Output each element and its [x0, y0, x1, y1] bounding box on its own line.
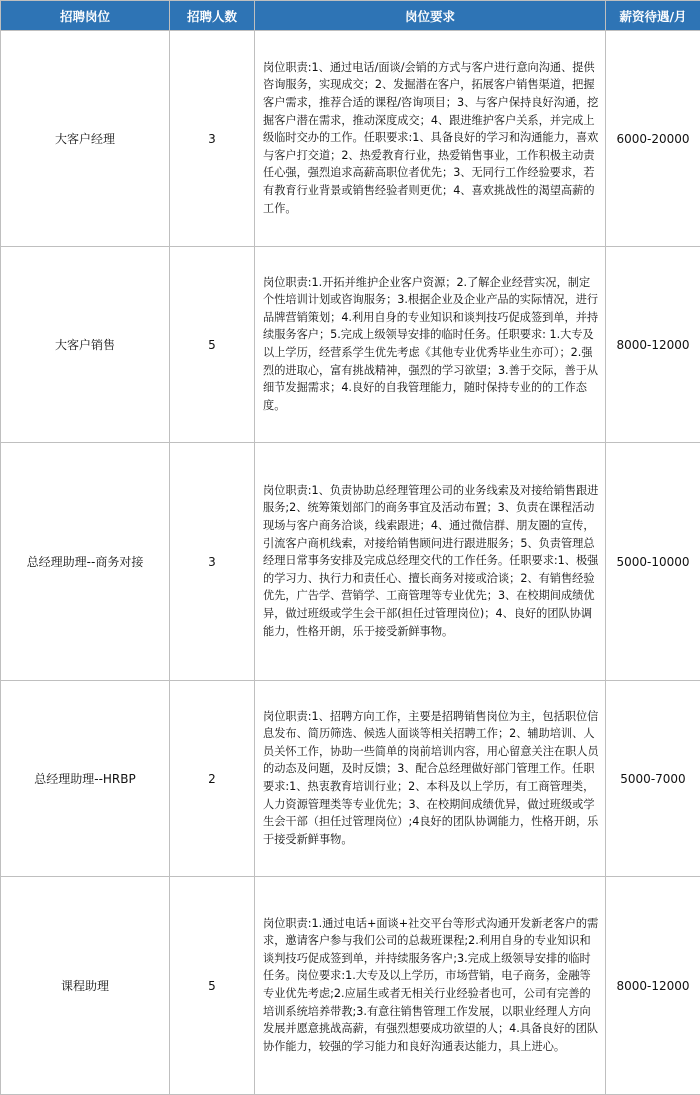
salary-cell: 5000-7000	[606, 681, 700, 877]
table-row	[1, 443, 700, 681]
count-cell: 3	[170, 443, 255, 681]
count-cell: 5	[170, 247, 255, 443]
count-cell: 2	[170, 681, 255, 877]
table-row	[1, 681, 700, 877]
table-body	[1, 31, 700, 1095]
salary-cell: 8000-12000	[606, 247, 700, 443]
header-row	[1, 1, 700, 31]
header-count: 招聘人数	[170, 1, 255, 31]
requirements-cell: 岗位职责:1.开拓并维护企业客户资源；2.了解企业经营实况，制定个性培训计划或咨询服务；3.根据企业及企业产品的实际情况，进行品牌营销策划；4.利用自身的专业知识和谈判技巧促成签到单，并持续服务客户；5.完成上级领导安排的临时任务。任职要求: 1.大专及以上学历，经营系学生优先考虑《其他专业优秀毕业生亦可）；2.强烈的进取心，富有挑战精神，强烈的学习欲望；3.善于交际，善于从细节发掘需求；4.良好的自我管理能力，随时保持专业的的工作态度。	[255, 247, 606, 443]
position-cell: 课程助理	[1, 877, 170, 1095]
requirements-cell: 岗位职责:1、通过电话/面谈/会销的方式与客户进行意向沟通、提供咨询服务，实现成交；2、发掘潜在客户，拓展客户销售渠道，把握客户需求，推荐合适的课程/咨询项目；3、与客户保持良好沟通，挖掘客户潜在需求，推动深度成交；4、跟进维护客户关系，并完成上级临时交办的工作。任职要求:1、具备良好的学习和沟通能力，喜欢与客户打交道；2、热爱教育行业，热爱销售事业，工作积极主动责任心强，强烈追求高薪高职位者优先；3、无同行工作经验要求，若有教育行业背景或销售经验者则更优；4、喜欢挑战性的渴望高薪的工作。	[255, 31, 606, 247]
count-cell: 3	[170, 31, 255, 247]
position-cell: 大客户销售	[1, 247, 170, 443]
requirements-cell: 岗位职责:1、招聘方向工作，主要是招聘销售岗位为主，包括职位信息发布、简历筛选、候选人面谈等相关招聘工作；2、辅助培训、人员关怀工作，协助一些简单的岗前培训内容，用心留意关注在职人员的动态及问题，及时反馈；3、配合总经理做好部门管理工作。任职要求:1、热衷教育培训行业；2、本科及以上学历，有工商管理类，人力资源管理类等专业优先；3、在校期间成绩优异，做过班级或学生会干部（担任过管理岗位）;4良好的团队协调能力，性格开朗，乐于接受新鲜事物。	[255, 681, 606, 877]
requirements-cell: 岗位职责:1.通过电话+面谈+社交平台等形式沟通开发新老客户的需求，邀请客户参与我们公司的总裁班课程;2.利用自身的专业知识和谈判技巧促成签到单，并持续服务客户;3.完成上级领导安排的临时任务。岗位要求:1.大专及以上学历，市场营销，电子商务，金融等专业优先考虑;2.应届生或者无相关行业经验者也可，公司有完善的培训系统培养带教;3.有意往销售管理工作发展，以职业经理人方向发展并愿意挑战高薪，有强烈想要成功欲望的人；4.具备良好的团队协作能力，较强的学习能力和良好沟通表达能力，具上进心。	[255, 877, 606, 1095]
table-row	[1, 31, 700, 247]
salary-cell: 5000-10000	[606, 443, 700, 681]
salary-cell: 8000-12000	[606, 877, 700, 1095]
header-position: 招聘岗位	[1, 1, 170, 31]
header-requirements: 岗位要求	[255, 1, 606, 31]
count-cell: 5	[170, 877, 255, 1095]
position-cell: 总经理助理--HRBP	[1, 681, 170, 877]
table-row	[1, 877, 700, 1095]
position-cell: 总经理助理--商务对接	[1, 443, 170, 681]
requirements-cell: 岗位职责:1、负责协助总经理管理公司的业务线索及对接给销售跟进服务;2、统筹策划部门的商务事宜及活动布置；3、负责在课程活动现场与客户商务洽谈，线索跟进；4、通过微信群、朋友圈的宣传，引流客户商机线索，对接给销售顾问进行跟进服务；5、负责管理总经理日常事务安排及完成总经理交代的工作任务。任职要求:1、极强的学习力、执行力和责任心、擅长商务对接或洽谈；2、有销售经验优先，广告学、营销学、工商管理等专业优先；3、在校期间成绩优异，做过班级或学生会干部(担任过管理岗位)；4、良好的团队协调能力，性格开朗，乐于接受新鲜事物。	[255, 443, 606, 681]
table-header	[1, 1, 700, 31]
salary-cell: 6000-20000	[606, 31, 700, 247]
table-row	[1, 247, 700, 443]
position-cell: 大客户经理	[1, 31, 170, 247]
header-salary: 薪资待遇/月	[606, 1, 700, 31]
